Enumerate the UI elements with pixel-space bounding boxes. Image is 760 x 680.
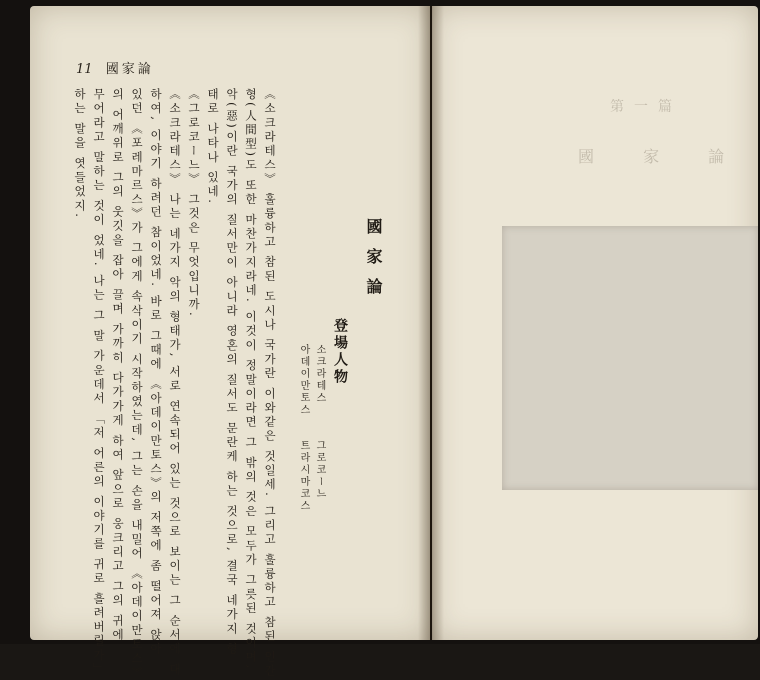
body-column: 하는 말을 엿들었지. — [73, 88, 87, 220]
characters-heading: 登場人物 — [332, 318, 348, 386]
character-name: 그로코ー느 — [314, 440, 325, 500]
body-column: 의 어깨위로 그의 웃깃을 잡아 끌며 가까히 다가가게 하여 앞으로 웅크리고 그의 귀에 — [111, 88, 125, 643]
body-column: 《그로코ー느》 그것은 무엇입니까. — [187, 88, 201, 319]
book-gutter — [418, 6, 444, 640]
body-column: 태로 나타나 있네. — [206, 88, 220, 206]
page-number: 11 — [76, 62, 93, 77]
character-name: 아데이만토스 — [298, 344, 309, 416]
chapter-title: 國家論 — [364, 218, 383, 308]
character-name: 트라시마코스 — [298, 440, 309, 512]
character-name: 소크라테스 — [314, 344, 325, 404]
body-column: 있던 《포레마르스》가 그에게 속삭이기 시작하였는데, 그는 손을 내밀어 《아데이만토스》 — [130, 88, 144, 680]
body-column: 형(人間型)도 또한 마찬가지라네. 이것이 정말이라면 그 밖의 것은 모두가 그릇된 것이며, — [244, 88, 258, 671]
body-column: 《소크라테스》 훌륭하고 참된 도시나 국가란 이와같은 것일세. 그리고 훌륭하고 참된 인간 — [263, 88, 277, 679]
ghost-title-text: 國 家 論 — [578, 147, 747, 166]
body-column: 《소크라테스》 나는 네가지 악의 형태가, 서로 연속되어 있는 것으로 보이는 그 순서에 대 — [168, 88, 182, 677]
running-head — [76, 58, 154, 77]
body-column: 하여, 이야기 하려던 참이었네. 바로 그때에 《아데이만토스》의 저쪽에 좀 떨어져 앉아 — [149, 88, 163, 657]
running-head-title: 國家論 — [105, 62, 154, 77]
ghost-chapter-text: 第一篇 — [610, 99, 682, 115]
body-column: 무어라고 말하는 것이 었네. 나는 그 말 가운데서 「저 어른의 이야기를 귀로 흘려버릴가」 — [92, 88, 106, 677]
illustration-plate — [502, 226, 758, 490]
body-column: 악(惡)이란 국가의 질서만이 아니라 영혼의 질서도 문란케 하는 것으로, 결국 네가지 형 — [225, 88, 239, 657]
